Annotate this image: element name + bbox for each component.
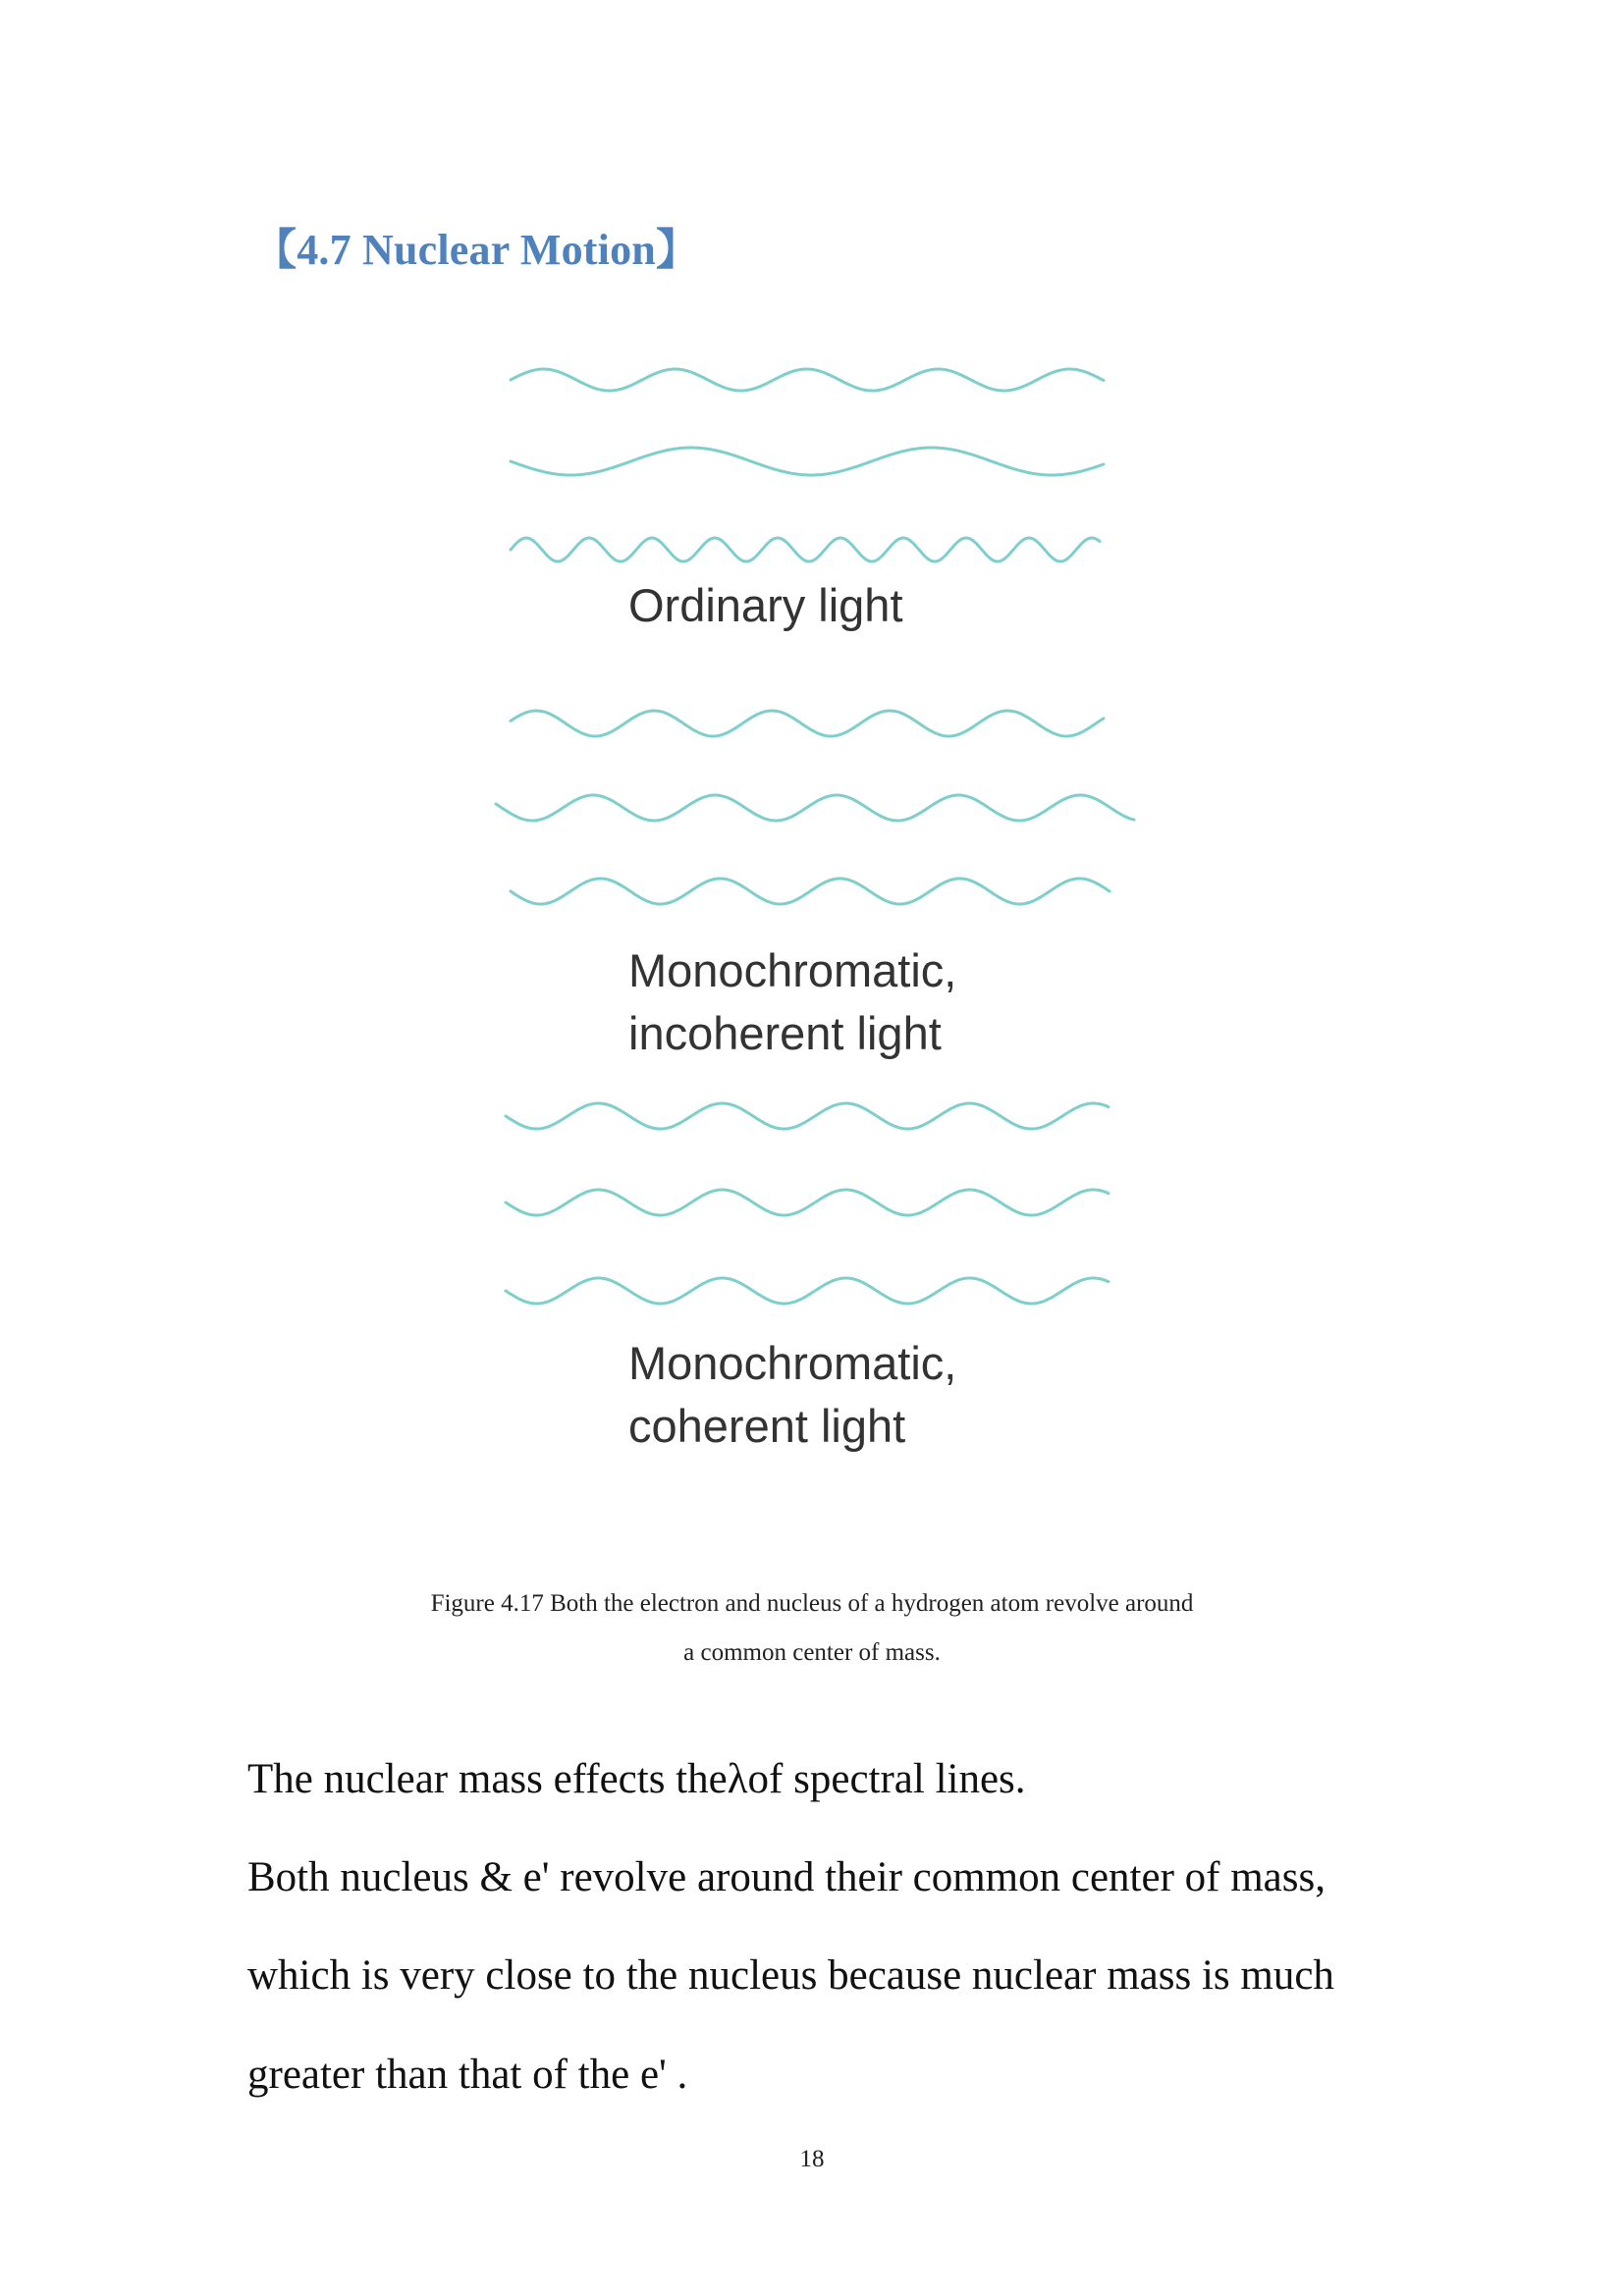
incoherent-wave-1: [511, 711, 1104, 736]
incoherent-light-label-line-2: incoherent light: [628, 1007, 942, 1059]
page-number: 18: [799, 2146, 825, 2172]
coherent-light-label: [628, 1332, 956, 1458]
coherent-light-label-line-1: Monochromatic,: [628, 1337, 957, 1389]
body-line-2: Both nucleus & e' revolve around their common center of mass,: [247, 1854, 1326, 1900]
body-line-3: which is very close to the nucleus because nuclear mass is much: [247, 1952, 1334, 1999]
body-line-4: greater than that of the e' .: [247, 2052, 688, 2098]
figure-caption-line-1: Figure 4.17 Both the electron and nucleus of a hydrogen atom revolve around: [430, 1590, 1194, 1617]
incoherent-light-label: [628, 939, 956, 1065]
section-heading: 【4.7 Nuclear Motion】: [253, 226, 700, 274]
coherent-wave-3: [506, 1278, 1109, 1304]
incoherent-wave-2: [496, 795, 1134, 821]
ordinary-light-label: [628, 574, 903, 637]
body-line-1: The nuclear mass effects theλof spectral lines.: [247, 1756, 1026, 1802]
coherent-wave-1: [506, 1103, 1109, 1129]
ordinary-light-label-line: Ordinary light: [628, 579, 903, 631]
ordinary-wave-1: [511, 369, 1104, 391]
waves-illustration: [491, 339, 1159, 1468]
incoherent-wave-3: [511, 879, 1110, 904]
light-waves-figure: [491, 339, 1159, 1468]
incoherent-light-label-line-1: Monochromatic,: [628, 944, 957, 996]
coherent-wave-2: [506, 1190, 1109, 1215]
figure-caption-line-2: a common center of mass.: [683, 1639, 941, 1666]
ordinary-wave-3: [511, 538, 1100, 561]
coherent-light-label-line-2: coherent light: [628, 1400, 906, 1452]
ordinary-wave-2: [511, 448, 1104, 475]
